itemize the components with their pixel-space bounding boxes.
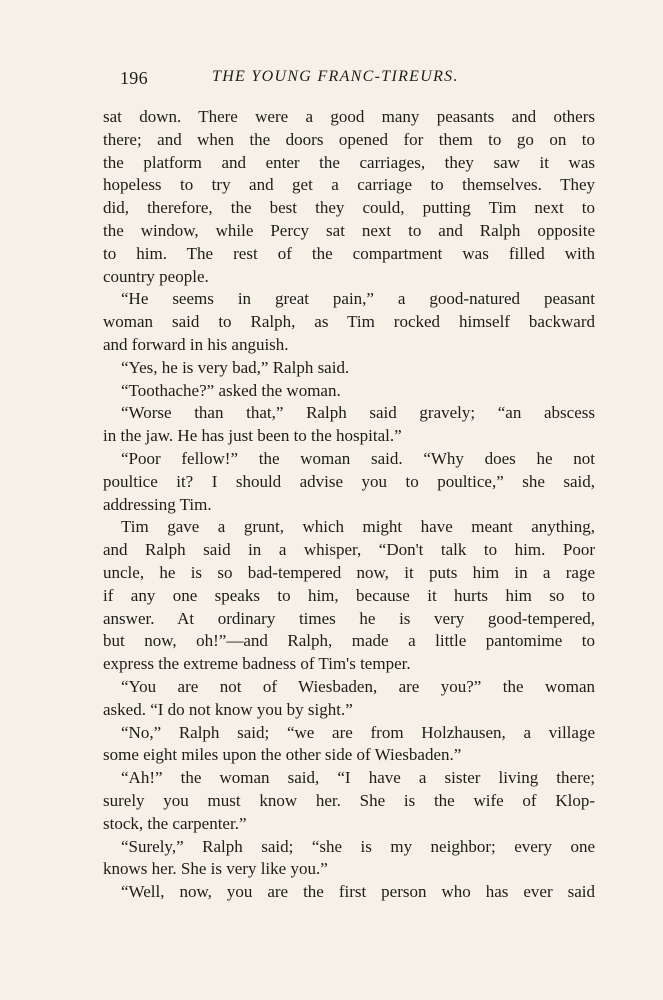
text-line: if any one speaks to him, because it hurts him so to [103, 585, 595, 605]
text-line: woman said to Ralph, as Tim rocked himself backward [103, 312, 595, 332]
text-line: express the extreme badness of Tim's temper. [103, 654, 411, 674]
text-line: answer. At ordinary times he is very good-tempered, [103, 608, 595, 628]
text-line: the platform and enter the carriages, they saw it was [103, 152, 595, 172]
text-line: uncle, he is so bad-tempered now, it puts him in a rage [103, 562, 595, 582]
text-line: “Poor fellow!” the woman said. “Why does he not [121, 448, 595, 468]
text-line: sat down. There were a good many peasants and others [103, 107, 595, 126]
text-line: surely you must know her. She is the wife of Klop- [103, 790, 595, 810]
text-line: “Ah!” the woman said, “I have a sister living there; [121, 768, 595, 788]
text-line: there; and when the doors opened for them to go on to [103, 129, 595, 149]
text-line: country people. [103, 266, 209, 286]
text-line: stock, the carpenter.” [103, 813, 247, 833]
text-line: “Yes, he is very bad,” Ralph said. [121, 357, 350, 377]
text-line: “You are not of Wiesbaden, are you?” the woman [121, 676, 595, 696]
text-line: hopeless to try and get a carriage to themselves. They [103, 175, 595, 195]
text-line: but now, oh!”—and Ralph, made a little pantomime to [103, 631, 595, 651]
text-line: to him. The rest of the compartment was filled with [103, 243, 595, 263]
text-line: asked. “I do not know you by sight.” [103, 699, 353, 719]
text-line: did, therefore, the best they could, putting Tim next to [103, 198, 595, 218]
text-line: “He seems in great pain,” a good-natured peasant [121, 289, 595, 309]
text-line: Tim gave a grunt, which might have meant anything, [121, 517, 595, 537]
text-line: “Toothache?” asked the woman. [121, 380, 341, 400]
text-line: some eight miles upon the other side of Wiesbaden.” [103, 745, 462, 765]
running-title: THE YOUNG FRANC-TIREURS. [212, 68, 459, 85]
text-line: in the jaw. He has just been to the hospital.” [103, 426, 402, 446]
text-line: “Well, now, you are the first person who has ever said [121, 882, 595, 902]
page-number: 196 [120, 68, 148, 88]
text-line: the window, while Percy sat next to and Ralph opposite [103, 220, 595, 240]
body-text [103, 106, 595, 904]
text-line: “No,” Ralph said; “we are from Holzhausen, a village [121, 722, 595, 742]
text-line: “Worse than that,” Ralph said gravely; “an abscess [121, 403, 595, 423]
text-line: poultice it? I should advise you to poultice,” she said, [103, 471, 595, 491]
text-line: and Ralph said in a whisper, “Don't talk to him. Poor [103, 540, 595, 560]
text-line: knows her. She is very like you.” [103, 859, 328, 879]
text-line: and forward in his anguish. [103, 334, 289, 354]
text-line: addressing Tim. [103, 494, 212, 514]
running-head [103, 68, 595, 92]
text-line: “Surely,” Ralph said; “she is my neighbor; every one [121, 836, 595, 856]
